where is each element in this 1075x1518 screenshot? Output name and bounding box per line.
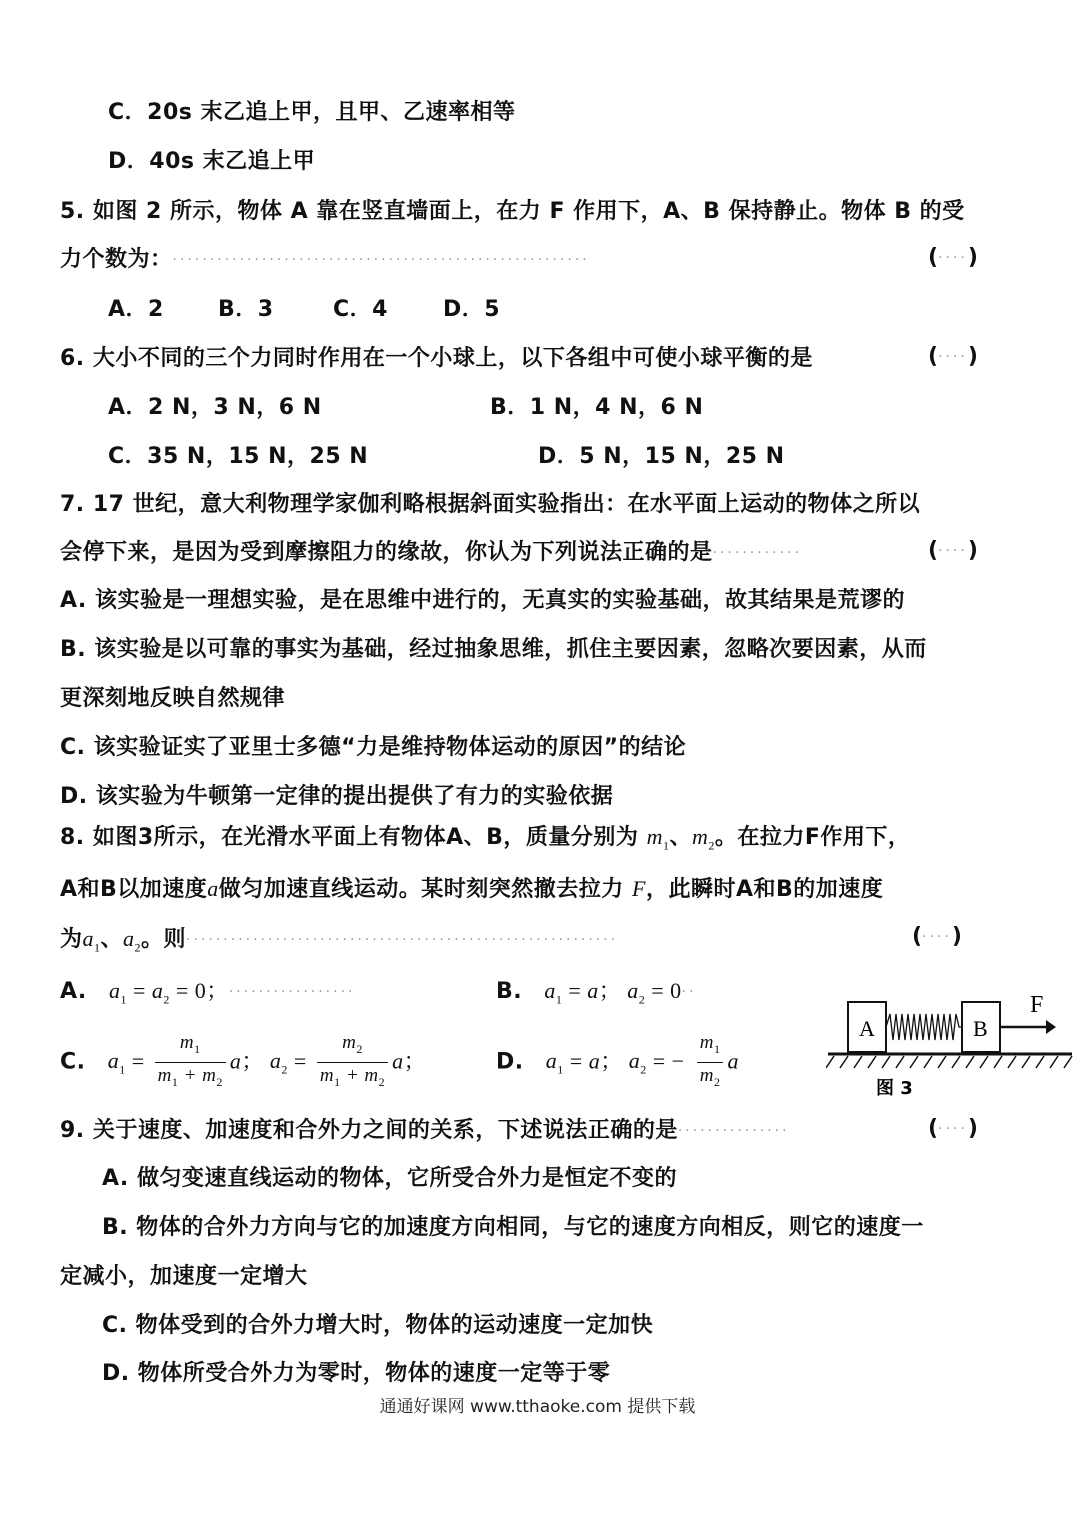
force-arrowhead (1046, 1020, 1056, 1034)
q8-option-a: A. $a_1 = a_2 = 0$；················· (60, 978, 356, 1007)
q8-stem1a: 8. 如图3所示，在光滑水平面上有物体A、B，质量分别为 (60, 825, 639, 850)
symbol-a: a (207, 876, 219, 901)
q8-stem-line1: 8. 如图3所示，在光滑水平面上有物体A、B，质量分别为 $m_1$、$m_2$。在拉力F作用下， (60, 824, 911, 853)
answer-paren-q6: (····) (928, 344, 978, 369)
q7-option-a: A. 该实验是一理想实验，是在思维中进行的，无真实的实验基础，故其结果是荒谬的 (60, 588, 905, 613)
q8-stem1b: 。在拉力F作用下， (714, 825, 911, 850)
fraction-c1: $\frac{m_1}{m_1 + m_2}$ (155, 1030, 226, 1095)
q8-option-b: B. $a_1 = a$； $a_2 = 0\cdot\cdot$ (496, 978, 697, 1007)
block-b-label: B (973, 1016, 988, 1041)
spring (886, 1014, 962, 1040)
symbol-m1: $m_1$ (646, 824, 670, 853)
q8-option-d-label: D. (496, 1049, 524, 1075)
q5-option-b: B．3 (218, 297, 274, 322)
q7-option-b-line2: 更深刻地反映自然规律 (60, 686, 286, 711)
q7-stem-text: 会停下来，是因为受到摩擦阻力的缘故，你认为下列说法正确的是 (60, 540, 713, 565)
q8-stem2a: A和B以加速度 (60, 877, 208, 902)
q9-option-b-line1: B. 物体的合外力方向与它的加速度方向相同，与它的速度方向相反，则它的速度一 (102, 1215, 924, 1240)
q8-stem2c: ，此瞬时A和B的加速度 (645, 877, 884, 902)
footer-source: 通通好课网 www.tthaoke.com 提供下载 (379, 1397, 696, 1417)
symbol-F: F (631, 876, 646, 901)
q7-option-b-line1: B. 该实验是以可靠的事实为基础，经过抽象思维，抓住主要因素，忽略次要因素，从而 (60, 637, 927, 662)
q9-stem: 9. 关于速度、加速度和合外力之间的关系，下述说法正确的是··············· (60, 1118, 790, 1143)
q7-option-c: C. 该实验证实了亚里士多德“力是维持物体运动的原因”的结论 (60, 735, 687, 760)
q6-option-b: B．1 N，4 N，6 N (490, 395, 704, 420)
q6-option-c: C．35 N，15 N，25 N (108, 444, 369, 469)
q8-option-b-label: B. (496, 979, 523, 1004)
q8-stem3b: 。则 (141, 927, 187, 952)
q5-stem-text: 力个数为： (60, 247, 173, 272)
q6-option-a: A．2 N，3 N，6 N (108, 395, 322, 420)
q8-option-a-label: A. (60, 979, 87, 1004)
q6-stem: 6. 大小不同的三个力同时作用在一个小球上，以下各组中可使小球平衡的是 (60, 346, 813, 371)
symbol-m2: $m_2$ (692, 824, 715, 853)
figure-3 (826, 986, 1074, 1102)
q5-stem-line1: 5. 如图 2 所示，物体 A 靠在竖直墙面上，在力 F 作用下，A、B 保持静止。物体 B 的受 (60, 199, 965, 224)
answer-paren-q5: (····) (928, 245, 978, 270)
q5-option-d: D．5 (443, 297, 501, 322)
q8-option-d: D. $a_1 = a$； $a_2$ = − $\frac{m_1}{m_2}$ a (496, 1030, 739, 1100)
q4-option-d: D．40s 末乙追上甲 (108, 149, 316, 174)
answer-paren-q9: (····) (928, 1116, 978, 1141)
answer-paren-q8: (····) (912, 924, 962, 949)
q7-stem-line2: 会停下来，是因为受到摩擦阻力的缘故，你认为下列说法正确的是············ (60, 540, 802, 565)
q8-stem-line3: 为$a_1$、$a_2$。则·························································· (60, 926, 619, 955)
q7-option-d: D. 该实验为牛顿第一定律的提出提供了有力的实验依据 (60, 784, 614, 809)
q4-option-c: C．20s 末乙追上甲，且甲、乙速率相等 (108, 100, 516, 125)
q8-option-c: C. $a_1$ = $\frac{m_1}{m_1 + m_2}$ a； $a_2$ = $\frac{m_2}{m_1 + m_2}$ a； (60, 1030, 426, 1100)
q5-option-c: C．4 (333, 297, 388, 322)
symbol-a2: $a_2$ (123, 926, 142, 955)
q9-stem-text: 9. 关于速度、加速度和合外力之间的关系，下述说法正确的是 (60, 1118, 678, 1143)
fraction-c2: $\frac{m_2}{m_1 + m_2}$ (317, 1030, 388, 1095)
answer-paren-q7: (····) (928, 538, 978, 563)
q8-stem-line2 (60, 874, 883, 905)
symbol-a1: $a_1$ (82, 926, 101, 955)
q8-stem3a: 为 (60, 927, 83, 952)
q8-stem2b: 做匀加速直线运动。某时刻突然撤去拉力 (218, 877, 624, 902)
q9-option-c: C. 物体受到的合外力增大时，物体的运动速度一定加快 (102, 1313, 654, 1338)
q9-option-a: A. 做匀变速直线运动的物体，它所受合外力是恒定不变的 (102, 1166, 677, 1191)
q5-stem-line2: 力个数为：························································ (60, 247, 590, 272)
block-a-label: A (859, 1016, 875, 1041)
q9-option-d: D. 物体所受合外力为零时，物体的速度一定等于零 (102, 1361, 611, 1386)
q7-stem-line1: 7. 17 世纪，意大利物理学家伽利略根据斜面实验指出：在水平面上运动的物体之所以 (60, 492, 921, 517)
figure-caption: 图 3 (876, 1078, 913, 1099)
q6-option-d: D．5 N，15 N，25 N (538, 444, 785, 469)
fraction-d2: $\frac{m_1}{m_2}$ (697, 1030, 724, 1095)
q5-option-a: A．2 (108, 297, 164, 322)
force-label: F (1030, 992, 1044, 1018)
q8-option-c-label: C. (60, 1049, 86, 1075)
q9-option-b-line2: 定减小，加速度一定增大 (60, 1264, 308, 1289)
